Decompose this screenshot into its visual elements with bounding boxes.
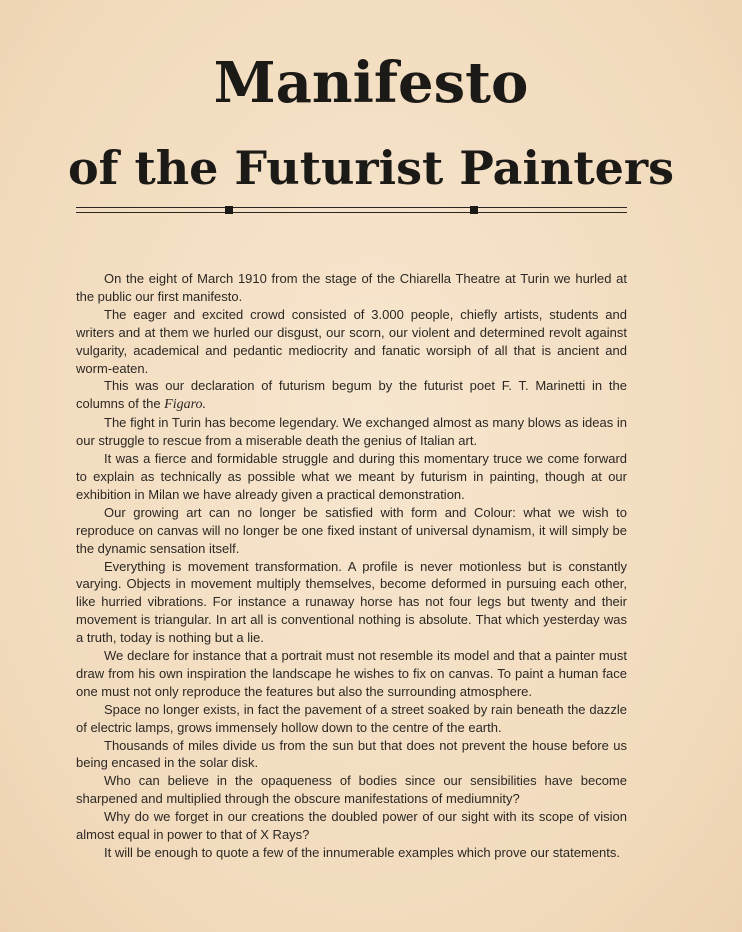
paragraph: The fight in Turin has become legendary. We exchanged almost as many blows as ideas in our struggle to rescue from a miserable death the genius of Italian art.: [76, 415, 627, 449]
paragraph: Thousands of miles divide us from the sun but that does not prevent the house before us being encased in the solar disk.: [76, 737, 627, 771]
paragraph: This was our declaration of futurism begum by the futurist poet F. T. Marinetti in the columns of the Figaro.: [76, 378, 627, 413]
title-divider: [76, 205, 627, 215]
paragraph: Who can believe in the opaqueness of bodies since our sensibilities have become sharpened and multiplied through the obscure manifestations of mediumnity?: [76, 773, 627, 807]
paragraph: On the eight of March 1910 from the stage of the Chiarella Theatre at Turin we hurled at the public our first manifesto.: [76, 271, 627, 304]
manifesto-body: [76, 270, 627, 862]
paragraph: Why do we forget in our creations the doubled power of our sight with its scope of vision almost equal in power to that of X Rays?: [76, 809, 627, 843]
paragraph: We declare for instance that a portrait must not resemble its model and that a painter must draw from his own inspiration the landscape he wishes to fix on canvas. To paint a human face one must not only reproduce the features but also the surrounding atmosphere.: [76, 648, 627, 699]
divider-square-icon: [470, 206, 478, 214]
title-line-1: Manifesto: [213, 50, 529, 116]
paragraph: It was a fierce and formidable struggle and during this momentary truce we come forward to explain as technically as possible what we meant by futurism in painting, though at our exhibition in Milan we have already given a practical demonstration.: [76, 451, 627, 502]
paragraph: The eager and excited crowd consisted of 3.000 people, chiefly artists, students and writers and at them we hurled our disgust, our scorn, our violent and determined revolt against vulgarity, academical and pedantic mediocrity and fanatic worsiph of all that is ancient and worm-eaten.: [76, 306, 627, 376]
newspaper-name: Figaro.: [164, 397, 207, 413]
paragraph: Our growing art can no longer be satisfied with form and Colour: what we wish to reproduce on canvas will no longer be one fixed instant of universal dynamism, it will simply be the dynamic sensation itself.: [76, 504, 627, 556]
title-line-2: of the Futurist Painters: [67, 141, 675, 195]
divider-square-icon: [225, 206, 233, 214]
paragraph: Space no longer exists, in fact the pavement of a street soaked by rain beneath the dazzle of electric lamps, grows immensely hollow down to the centre of the earth.: [76, 701, 627, 735]
paragraph: Everything is movement transformation. A profile is never motionless but is constantly varying. Objects in movement multiply themselves, become deformed in pursuing each other, like hurried vibrations. For instance a runaway horse has not four legs but twenty and their movement is triangular. In art all is conventional nothing is absolute. That which yesterday was a truth, today is nothing but a lie.: [76, 558, 627, 646]
paragraph: It will be enough to quote a few of the innumerable examples which prove our statements.: [104, 845, 620, 860]
